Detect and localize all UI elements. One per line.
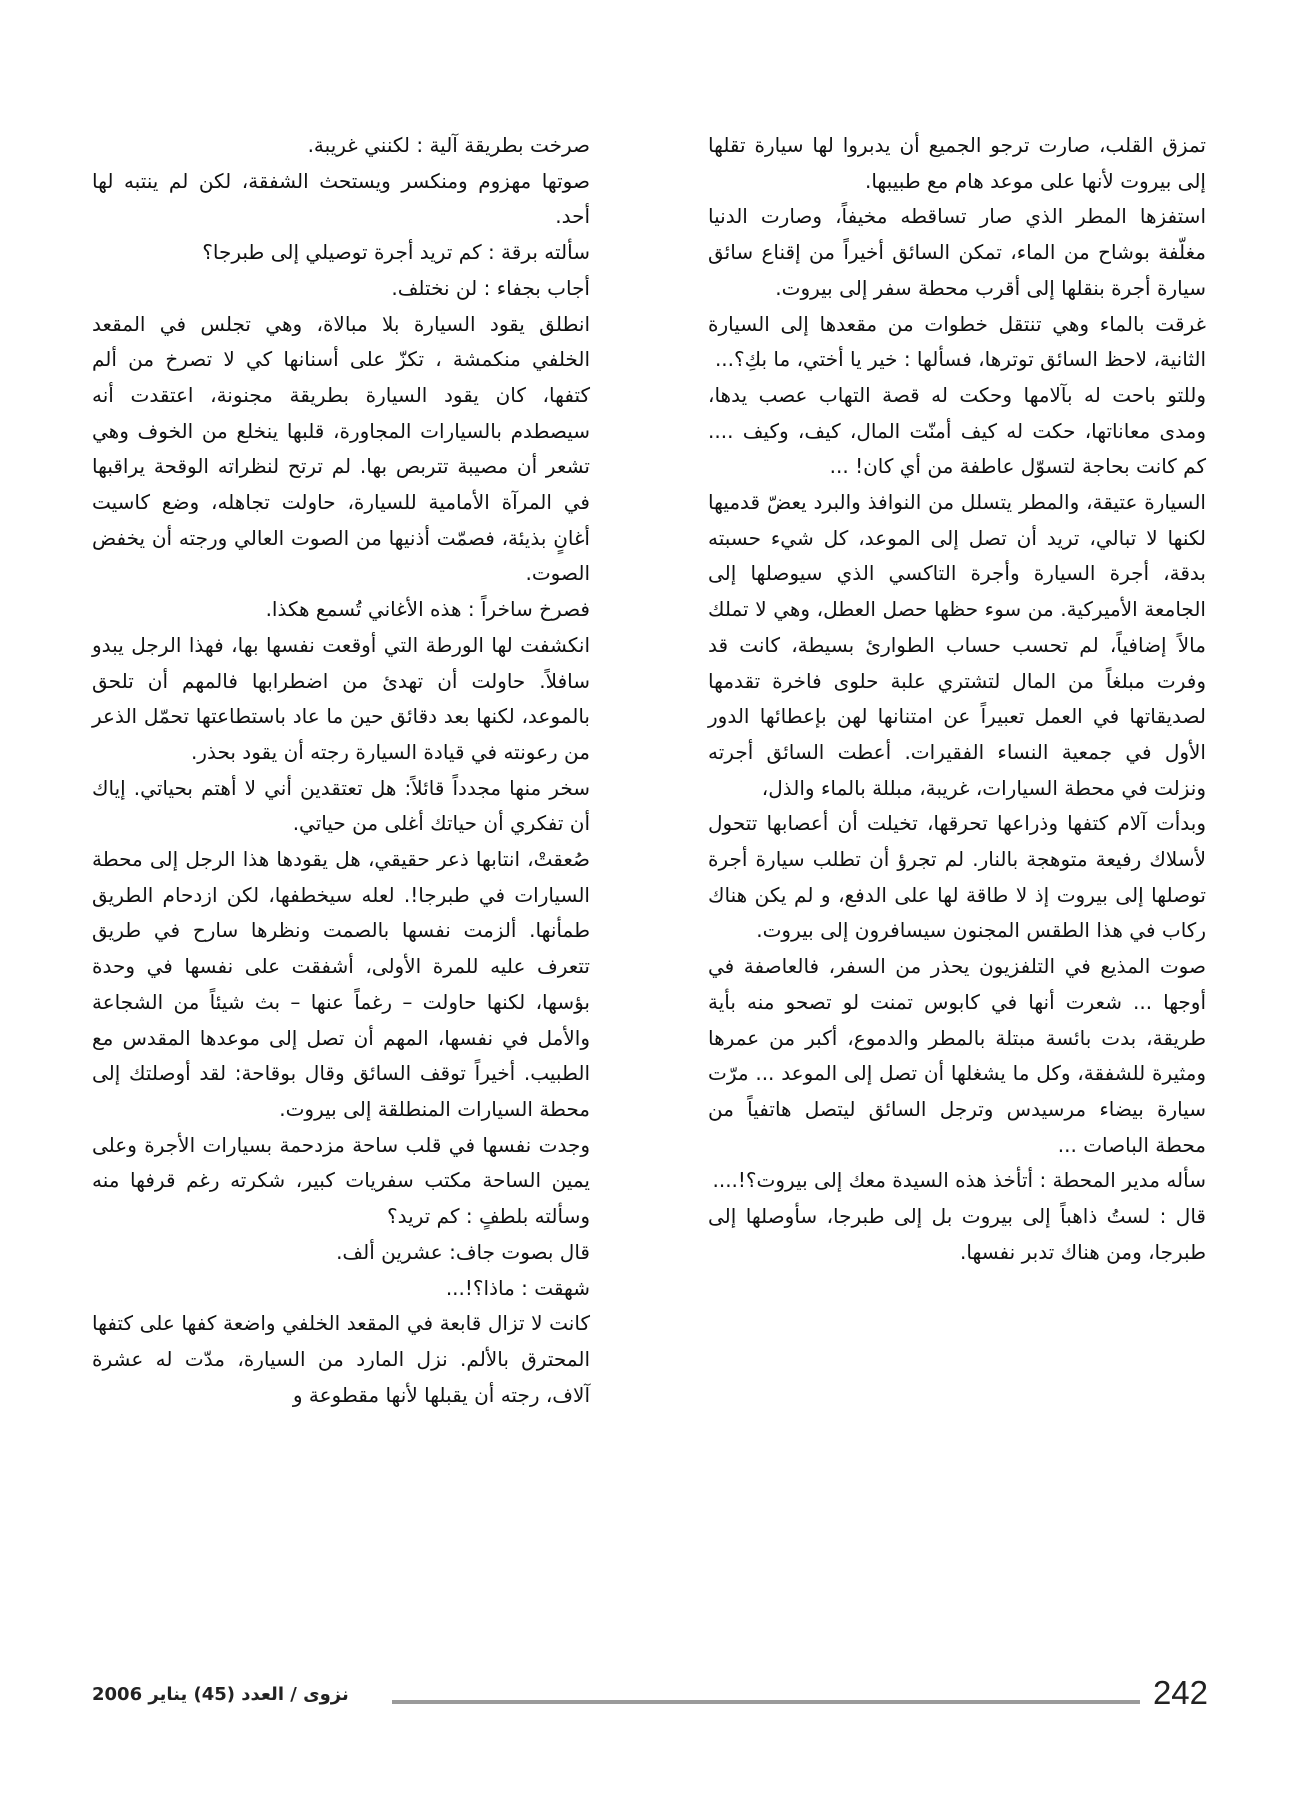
- paragraph: كانت لا تزال قابعة في المقعد الخلفي واضعة كفها على كتفها المحترق بالألم. نزل المارد من السيارة، مدّت له عشرة آلاف، رجته أن يقبلها لأنها مقطوعة و: [92, 1311, 590, 1407]
- paragraph: قال : لستُ ذاهباً إلى بيروت بل إلى طبرجا، سأوصلها إلى طبرجا، ومن هناك تدبر نفسها.: [708, 1204, 1206, 1264]
- paragraph: شهقت : ماذا؟!...: [445, 1275, 590, 1300]
- paragraph: وبدأت آلام كتفها وذراعها تحرقها، تخيلت أن أعصابها تتحول لأسلاك رفيعة متوهجة بالنار. لم تجرؤ أن تطلب سيارة أجرة توصلها إلى بيروت إذ لا طاقة لها على الدفع، و لم يكن هناك ركاب في هذا الطقس المجنون سيسافرون إلى بيروت.: [708, 811, 1206, 943]
- page-number: 242: [1152, 1674, 1208, 1711]
- footer-divider: [392, 1700, 1140, 1704]
- issue-label: نزوى / العدد (45) يناير 2006: [92, 1684, 349, 1705]
- paragraph: وللتو باحت له بآلامها وحكت له قصة التهاب عصب يدها، ومدى معاناتها، حكت له كيف أمنّت المال، كيف، وكيف .... كم كانت بحاجة لتسوّل عاطفة من أي كان! ...: [708, 382, 1206, 479]
- article-column-left: [92, 128, 590, 1413]
- paragraph: تمزق القلب، صارت ترجو الجميع أن يدبروا لها سيارة تقلها إلى بيروت لأنها على موعد هام مع طبيبها.: [708, 133, 1206, 193]
- paragraph: وجدت نفسها في قلب ساحة مزدحمة بسيارات الأجرة وعلى يمين الساحة مكتب سفريات كبير، شكرته رغم قرفها منه وسألته بلطفٍ : كم تريد؟: [92, 1132, 590, 1229]
- paragraph: سألته برقة : كم تريد أجرة توصيلي إلى طبرجا؟: [202, 240, 590, 265]
- page-footer: [92, 1676, 1208, 1716]
- paragraph: صُعقتْ، انتابها ذعر حقيقي، هل يقودها هذا الرجل إلى محطة السيارات في طبرجا!. لعله سيخطفها، لكن ازدحام الطريق طمأنها. ألزمت نفسها بالصمت ونظرها سارح في طريق تتعرف عليه للمرة الأولى، أشفقت على نفسها في وحدة بؤسها، لكنها حاولت – رغماً عنها – بث شيئاً من الشجاعة والأمل في نفسها، المهم أن تصل إلى موعدها المقدس مع الطبيب. أخيراً توقف السائق وقال بوقاحة: لقد أوصلتك إلى محطة السيارات المنطلقة إلى بيروت.: [92, 847, 590, 1121]
- paragraph: سأله مدير المحطة : أتأخذ هذه السيدة معك إلى بيروت؟!....: [712, 1168, 1206, 1193]
- paragraph: استفزها المطر الذي صار تساقطه مخيفاً، وصارت الدنيا مغلّفة بوشاح من الماء، تمكن السائق أخيراً من إقناع سائق سيارة أجرة بنقلها إلى أقرب محطة سفر إلى بيروت.: [708, 204, 1206, 300]
- paragraph: انطلق يقود السيارة بلا مبالاة، وهي تجلس في المقعد الخلفي منكمشة ، تكزّ على أسنانها كي لا تصرخ من ألم كتفها، كان يقود السيارة بطريقة مجنونة، اعتقدت أنه سيصطدم بالسيارات المجاورة، قلبها ينخلع من الخوف وهي تشعر أن مصيبة تتربص بها. لم ترتح لنظراته الوقحة يراقبها في المرآة الأمامية للسيارة، حاولت تجاهله، وضع كاسيت أغانٍ بذيئة، فصمّت أذنيها من الصوت العالي ورجته أن يخفض الصوت.: [92, 311, 590, 586]
- paragraph: صوتها مهزوم ومنكسر ويستحث الشفقة، لكن لم ينتبه لها أحد.: [92, 168, 590, 229]
- paragraph: غرقت بالماء وهي تنتقل خطوات من مقعدها إلى السيارة الثانية، لاحظ السائق توترها، فسألها : خير يا أختي، ما بكِ؟...: [708, 311, 1206, 372]
- paragraph: صرخت بطريقة آلية : لكنني غريبة.: [307, 133, 590, 157]
- article-column-right: [708, 128, 1206, 1271]
- paragraph: فصرخ ساخراً : هذه الأغاني تُسمع هكذا.: [265, 597, 590, 622]
- paragraph: قال بصوت جاف: عشرين ألف.: [336, 1239, 590, 1264]
- paragraph: السيارة عتيقة، والمطر يتسلل من النوافذ والبرد يعضّ قدميها لكنها لا تبالي، تريد أن تصل إلى الموعد، كل شيء حسبته بدقة، أجرة السيارة وأجرة التاكسي الذي سيوصلها إلى الجامعة الأميركية. من سوء حظها حصل العطل، وهي لا تملك مالاً إضافياً، لم تحسب حساب الطوارئ بسيطة، كانت قد وفرت مبلغاً من المال لتشتري علبة حلوى فاخرة تقدمها لصديقاتها في العمل تعبيراً عن امتنانها لهن بإعطائها الدور الأول في جمعية النساء الفقيرات. أعطت السائق أجرته ونزلت في محطة السيارات، غريبة، مبللة بالماء والذل،: [708, 490, 1206, 800]
- paragraph: سخر منها مجدداً قائلاً: هل تعتقدين أني لا أهتم بحياتي. إياك أن تفكري أن حياتك أغلى من حياتي.: [92, 775, 590, 836]
- paragraph: انكشفت لها الورطة التي أوقعت نفسها بها، فهذا الرجل يبدو سافلاً. حاولت أن تهدئ من اضطرابها فالمهم أن تلحق بالموعد، لكنها بعد دقائق حين ما عاد باستطاعتها تحمّل الذعر من رعونته في قيادة السيارة رجته أن يقود بحذر.: [92, 632, 590, 764]
- paragraph: صوت المذيع في التلفزيون يحذر من السفر، فالعاصفة في أوجها ... شعرت أنها في كابوس تمنت لو تصحو منه بأية طريقة، بدت بائسة مبتلة بالمطر والدموع، أكبر من عمرها ومثيرة للشفقة، وكل ما يشغلها أن تصل إلى الموعد ... مرّت سيارة بيضاء مرسيدس وترجل السائق ليتصل هاتفياً من محطة الباصات ...: [708, 954, 1206, 1157]
- paragraph: أجاب بجفاء : لن نختلف.: [391, 275, 590, 300]
